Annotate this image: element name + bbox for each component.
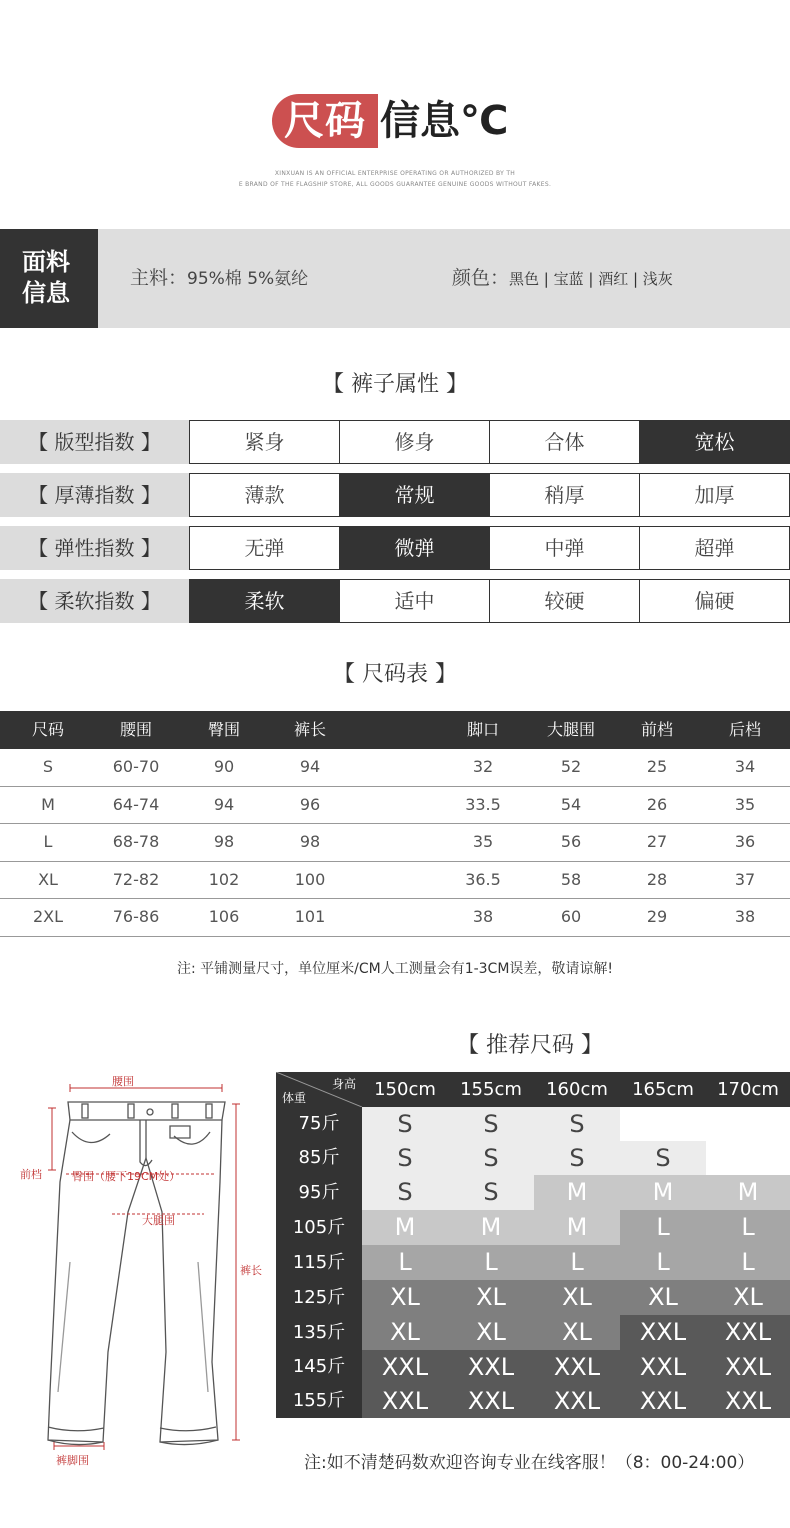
attribute-label: 【 弹性指数 】 xyxy=(0,526,189,570)
recommend-size-cell: XXL xyxy=(534,1350,620,1384)
hip-label: 臀围（腰下19CM处） xyxy=(72,1170,181,1183)
size-table-header-cell: 大腿围 xyxy=(546,720,596,739)
recommend-size-cell: M xyxy=(448,1210,534,1245)
recommend-title: 【 推荐尺码 】 xyxy=(457,1033,603,1058)
recommend-size-cell: L xyxy=(534,1245,620,1280)
recommend-size-cell: S xyxy=(448,1141,534,1175)
table-cell: 27 xyxy=(646,832,668,851)
table-cell: 38 xyxy=(472,907,494,926)
attributes-title: 【 裤子属性 】 xyxy=(322,372,468,397)
table-cell: S xyxy=(42,757,54,776)
attribute-label: 【 柔软指数 】 xyxy=(0,579,189,623)
fabric-label-line-1: 面料 xyxy=(22,248,70,276)
recommend-size-cell: S xyxy=(534,1107,620,1141)
material-value: 95%棉 5%氨纶 xyxy=(187,269,309,289)
weight-row-label: 105斤 xyxy=(292,1217,346,1238)
page-title xyxy=(0,92,790,152)
table-cell: 25 xyxy=(646,757,668,776)
table-cell: 38 xyxy=(734,907,756,926)
table-cell: 101 xyxy=(294,907,326,926)
height-header-cell: 165cm xyxy=(632,1079,694,1100)
table-cell: 26 xyxy=(646,794,668,814)
recommend-size-cell: L xyxy=(706,1245,790,1280)
recommend-note: 注:如不清楚码数欢迎咨询专业在线客服！（8：00-24:00） xyxy=(304,1453,755,1473)
table-cell: 36.5 xyxy=(465,869,501,889)
subtitle-line-2: E BRAND OF THE FLAGSHIP STORE, ALL GOODS GUARANTEE GENUINE GOODS WITHOUT FAKES. xyxy=(238,181,552,188)
attribute-options xyxy=(189,526,790,570)
table-cell: 37 xyxy=(734,869,756,889)
recommend-size-cell: L xyxy=(362,1245,448,1280)
size-table-header-cell: 前档 xyxy=(640,720,674,739)
recommend-size-cell: XL xyxy=(534,1315,620,1350)
table-cell: 68-78 xyxy=(112,832,160,851)
attribute-options xyxy=(189,579,790,623)
recommend-size-cell xyxy=(706,1107,790,1141)
table-cell: 36 xyxy=(734,832,756,851)
pants-diagram xyxy=(0,1062,275,1472)
recommend-size-cell: XXL xyxy=(706,1315,790,1350)
fabric-label-line-2: 信息 xyxy=(22,279,70,307)
attribute-label: 【 厚薄指数 】 xyxy=(0,473,189,517)
recommend-size-cell: XL xyxy=(448,1280,534,1315)
height-header-cell: 155cm xyxy=(460,1079,522,1100)
recommend-size-cell: L xyxy=(706,1210,790,1245)
corner-weight-label: 体重 xyxy=(282,1091,307,1105)
weight-row-label: 95斤 xyxy=(298,1182,340,1203)
attribute-option: 无弹 xyxy=(190,527,340,569)
table-cell: 76-86 xyxy=(112,907,160,926)
table-cell: 35 xyxy=(734,794,756,814)
recommend-weight-column xyxy=(276,1107,362,1418)
recommend-size-cell: S xyxy=(362,1141,448,1175)
attribute-option-selected: 柔软 xyxy=(190,580,340,622)
subtitle-line-1: XINXUAN IS AN OFFICIAL ENTERPRISE OPERATING OR AUTHORIZED BY TH xyxy=(274,170,516,177)
size-table-header-cell: 尺码 xyxy=(31,720,65,739)
table-cell: 34 xyxy=(734,757,756,776)
recommend-size-cell: M xyxy=(362,1210,448,1245)
fabric-info-bar xyxy=(0,229,790,328)
material-label: 主料： xyxy=(130,267,188,289)
recommend-size-cell xyxy=(620,1107,706,1141)
table-row xyxy=(0,899,790,937)
recommend-size-cell: L xyxy=(620,1245,706,1280)
attribute-label: 【 版型指数 】 xyxy=(0,420,189,464)
weight-row-label: 135斤 xyxy=(292,1322,346,1343)
attribute-options xyxy=(189,420,790,464)
recommend-size-cell: XXL xyxy=(362,1350,448,1384)
attribute-option: 紧身 xyxy=(190,421,340,463)
weight-row-label: 85斤 xyxy=(298,1147,340,1168)
attribute-option: 中弹 xyxy=(490,527,640,569)
title-dark-part: 信息℃ xyxy=(380,98,509,144)
recommend-size-cell: XXL xyxy=(448,1350,534,1384)
weight-row-label: 125斤 xyxy=(292,1287,346,1308)
recommend-size-cell: S xyxy=(362,1107,448,1141)
recommend-size-cell: XXL xyxy=(706,1384,790,1418)
corner-height-label: 身高 xyxy=(332,1077,357,1091)
table-cell: 72-82 xyxy=(112,869,160,889)
table-cell: 28 xyxy=(646,869,668,889)
attribute-option: 加厚 xyxy=(694,483,735,507)
attribute-option-selected: 微弹 xyxy=(340,527,490,569)
recommend-size-cell: XXL xyxy=(620,1315,706,1350)
table-cell: 52 xyxy=(560,757,582,776)
table-cell: 98 xyxy=(299,832,321,851)
recommend-size-cell: XXL xyxy=(534,1384,620,1418)
table-cell: 106 xyxy=(208,907,240,926)
size-table-header-cell: 脚口 xyxy=(466,720,500,739)
table-row xyxy=(0,749,790,787)
table-row xyxy=(0,824,790,862)
title-red-part: 尺码 xyxy=(284,98,366,144)
table-row xyxy=(0,862,790,900)
recommend-size-cell: M xyxy=(534,1175,620,1210)
size-table-header-cell: 臀围 xyxy=(207,720,241,739)
attribute-row xyxy=(0,473,790,517)
weight-row-label: 115斤 xyxy=(292,1252,346,1273)
height-header-cell: 160cm xyxy=(546,1079,608,1100)
attribute-option: 修身 xyxy=(340,421,490,463)
recommend-size-cell: L xyxy=(448,1245,534,1280)
weight-row-label: 75斤 xyxy=(298,1113,340,1134)
recommend-header-row xyxy=(276,1072,790,1107)
recommend-size-grid xyxy=(276,1072,790,1418)
attribute-option: 较硬 xyxy=(490,580,640,622)
recommend-size-cell: S xyxy=(448,1175,534,1210)
table-cell: 64-74 xyxy=(112,794,160,814)
attribute-row xyxy=(0,579,790,623)
table-row xyxy=(0,787,790,825)
attribute-option-selected: 宽松 xyxy=(640,421,789,463)
recommend-size-cell: S xyxy=(362,1175,448,1210)
recommend-size-cell: L xyxy=(620,1210,706,1245)
attribute-option: 适中 xyxy=(340,580,490,622)
table-cell: 58 xyxy=(560,869,582,889)
color-values: 黑色 | 宝蓝 | 酒红 | 浅灰 xyxy=(509,270,673,288)
recommend-size-cell: M xyxy=(534,1210,620,1245)
attribute-row xyxy=(0,526,790,570)
size-table-header-cell: 后档 xyxy=(728,720,762,739)
size-table xyxy=(0,711,790,937)
front-rise-label: 前档 xyxy=(20,1168,42,1181)
size-table-header xyxy=(0,711,790,749)
recommend-size-cell: M xyxy=(706,1175,790,1210)
table-cell: 96 xyxy=(299,794,321,814)
weight-row-label: 145斤 xyxy=(292,1356,346,1377)
size-table-title: 【 尺码表 】 xyxy=(333,662,457,687)
attribute-option: 超弹 xyxy=(694,536,735,560)
material-info xyxy=(130,229,308,329)
height-header-cell: 150cm xyxy=(374,1079,436,1100)
recommend-size-cell: M xyxy=(620,1175,706,1210)
color-label: 颜色： xyxy=(452,267,510,289)
recommend-size-cell xyxy=(706,1141,790,1175)
table-cell: 32 xyxy=(472,757,494,776)
table-cell: 54 xyxy=(560,794,582,814)
table-cell: 29 xyxy=(646,907,668,926)
recommend-size-cell: S xyxy=(448,1107,534,1141)
recommend-size-cell: S xyxy=(620,1141,706,1175)
table-cell: 35 xyxy=(472,832,494,851)
table-cell: 33.5 xyxy=(465,794,501,814)
attribute-row xyxy=(0,420,790,464)
size-table-header-cell: 裤长 xyxy=(293,720,327,739)
table-cell: 100 xyxy=(294,869,326,889)
recommend-size-cell: XL xyxy=(448,1315,534,1350)
weight-row-label: 155斤 xyxy=(292,1390,346,1411)
attribute-option: 偏硬 xyxy=(694,589,735,613)
recommend-size-cell: XXL xyxy=(362,1384,448,1418)
attribute-option: 合体 xyxy=(490,421,640,463)
recommend-size-cell: XXL xyxy=(620,1350,706,1384)
pants-outline-icon xyxy=(0,1062,275,1472)
recommend-size-cell: XL xyxy=(620,1280,706,1315)
recommend-size-cell: S xyxy=(534,1141,620,1175)
length-label: 裤长 xyxy=(240,1264,262,1277)
attribute-option: 稍厚 xyxy=(490,474,640,516)
height-header-cell: 170cm xyxy=(717,1079,779,1100)
attribute-option: 薄款 xyxy=(190,474,340,516)
table-cell: 56 xyxy=(560,832,582,851)
table-cell: XL xyxy=(38,869,58,889)
fabric-label xyxy=(0,229,98,328)
title-subtitle xyxy=(0,168,790,190)
recommend-size-cell: XL xyxy=(534,1280,620,1315)
recommend-size-cell: XXL xyxy=(706,1350,790,1384)
table-cell: 60-70 xyxy=(112,757,160,776)
table-cell: M xyxy=(41,794,55,814)
waist-label: 腰围 xyxy=(112,1075,134,1088)
recommend-size-cell: XL xyxy=(362,1280,448,1315)
recommend-size-cell: XXL xyxy=(620,1384,706,1418)
attribute-option-selected: 常规 xyxy=(340,474,490,516)
attribute-options xyxy=(189,473,790,517)
size-table-note: 注: 平铺测量尺寸，单位厘米/CM人工测量会有1-3CM误差，敬请谅解! xyxy=(176,961,614,977)
table-cell: 60 xyxy=(560,907,582,926)
recommend-size-cell: XL xyxy=(362,1315,448,1350)
recommend-size-cell: XXL xyxy=(448,1384,534,1418)
table-cell: L xyxy=(43,832,53,851)
table-cell: 94 xyxy=(213,794,235,814)
size-table-header-cell: 腰围 xyxy=(119,720,153,739)
thigh-label: 大腿围 xyxy=(142,1214,175,1227)
table-cell: 2XL xyxy=(32,907,64,926)
table-cell: 102 xyxy=(208,869,240,889)
table-cell: 90 xyxy=(213,757,235,776)
table-cell: 98 xyxy=(213,832,235,851)
table-cell: 94 xyxy=(299,757,321,776)
hem-label: 裤脚围 xyxy=(56,1454,89,1467)
recommend-size-cell: XL xyxy=(706,1280,790,1315)
color-info xyxy=(452,229,673,329)
